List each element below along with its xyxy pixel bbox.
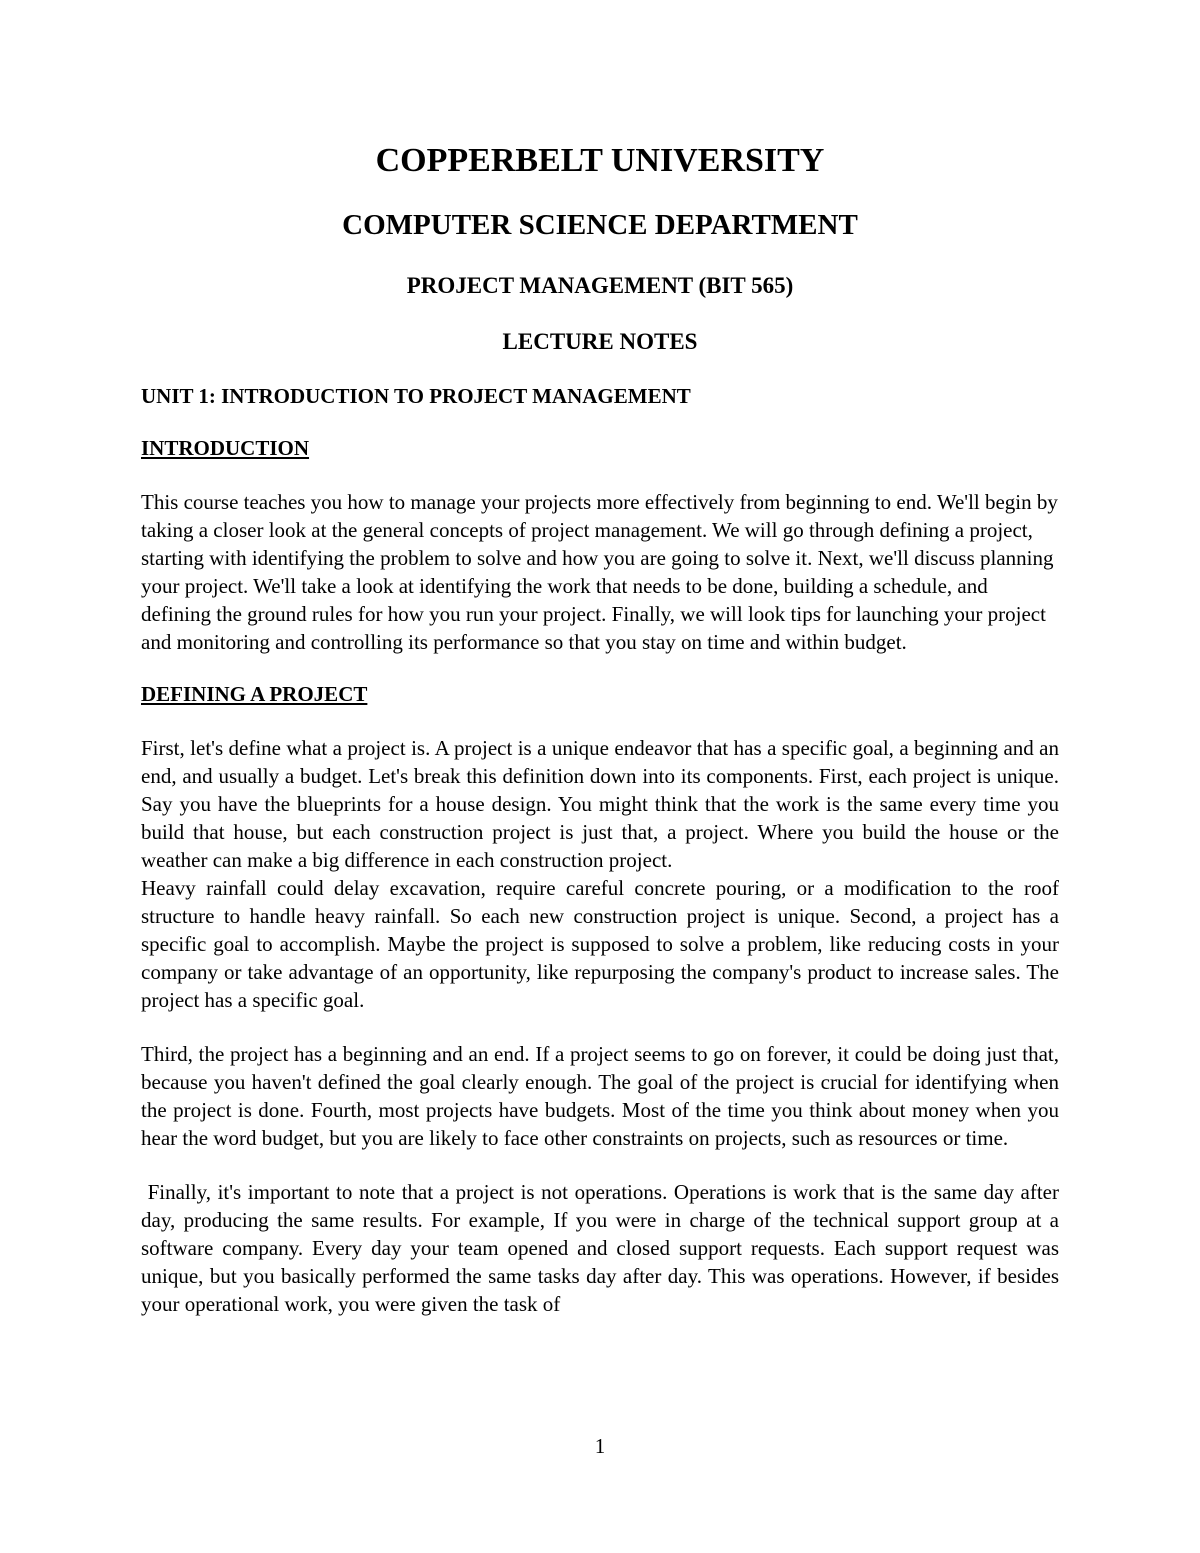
page-number: 1 [594,1434,606,1458]
unit-title: UNIT 1: INTRODUCTION TO PROJECT MANAGEMENT [141,384,691,408]
introduction-heading: INTRODUCTION [141,436,310,460]
introduction-paragraph: This course teaches you how to manage your projects more effectively from beginning to end. We'll begin by taking a closer look at the general concepts of project management. We will go through defining a project, starting with identifying the problem to solve and how you are going to solve it. Next, we'll discuss planning your project. We'll take a look at identifying the work that needs to be done, building a schedule, and defining the ground rules for how you run your project. Finally, we will look tips for launching your project and monitoring and controlling its performance so that you stay on time and within budget. [141,490,1058,654]
document-type: LECTURE NOTES [502,329,698,354]
department-title: COMPUTER SCIENCE DEPARTMENT [342,209,858,241]
course-title: PROJECT MANAGEMENT (BIT 565) [406,273,794,298]
defining-paragraph-3: Third, the project has a beginning and an end. If a project seems to go on forever, it could be doing just that, because you haven't defined the goal clearly enough. The goal of the project is crucial for identifying when the project is done. Fourth, most projects have budgets. Most of the time you think about money when you hear the word budget, but you are likely to face other constraints on projects, such as resources or time. [141,1042,1059,1150]
defining-paragraph-1: First, let's define what a project is. A project is a unique endeavor that has a specific goal, a beginning and an end, and usually a budget. Let's break this definition down into its components. First, each project is unique. Say you have the blueprints for a house design. You might think that the work is the same every time you build that house, but each construction project is just that, a project. Where you build the house or the weather can make a big difference in each construction project. [141,736,1059,872]
defining-paragraph-2: Heavy rainfall could delay excavation, require careful concrete pouring, or a modification to the roof structure to handle heavy rainfall. So each new construction project is unique. Second, a project has a specific goal to accomplish. Maybe the project is supposed to solve a problem, like reducing costs in your company or take advantage of an opportunity, like repurposing the company's product to increase sales. The project has a specific goal. [141,876,1059,1012]
defining-paragraph-4: Finally, it's important to note that a project is not operations. Operations is work that is the same day after day, producing the same results. For example, If you were in charge of the technical support group at a software company. Every day your team opened and closed support requests. Each support request was unique, but you basically performed the same tasks day after day. This was operations. However, if besides your operational work, you were given the task of [141,1180,1065,1316]
defining-project-heading: DEFINING A PROJECT [141,682,368,706]
page-content [141,140,1065,1318]
university-title: COPPERBELT UNIVERSITY [375,142,825,179]
